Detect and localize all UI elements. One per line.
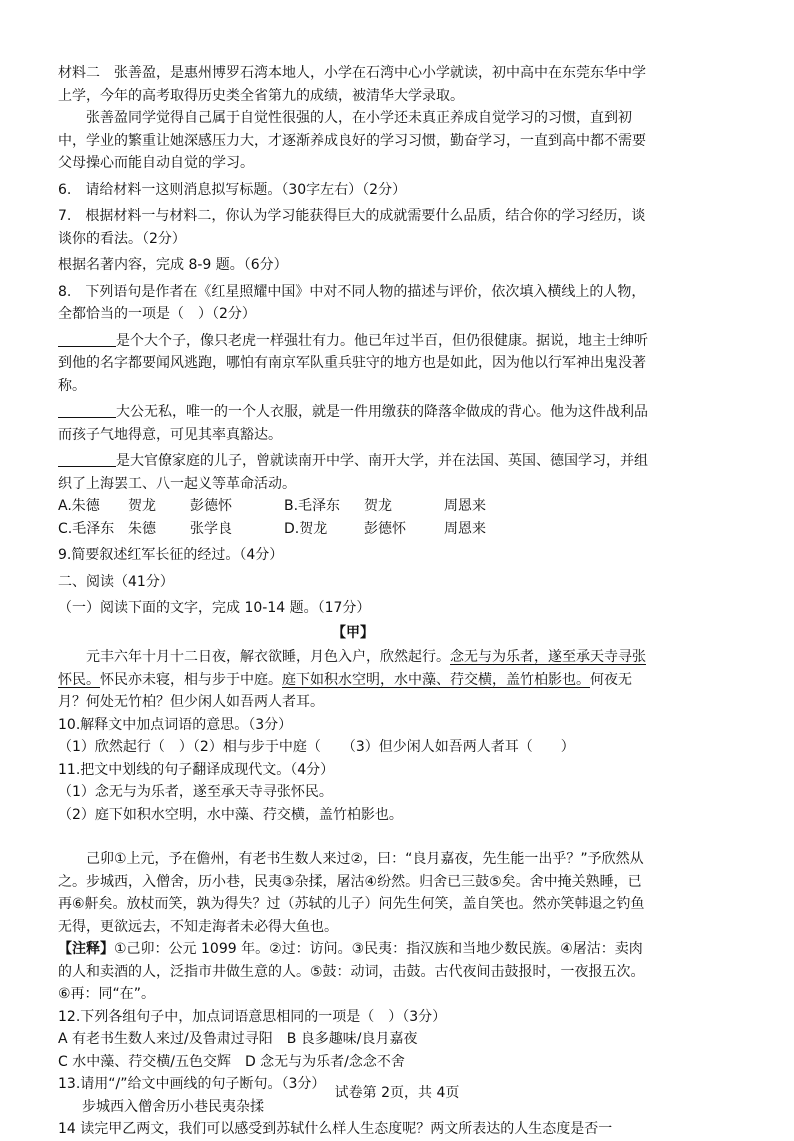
passage-jia-title: 【甲】 xyxy=(332,624,374,641)
passage-jia xyxy=(58,646,648,714)
question-12-options-cd: C 水中藻、荇交横/五色交辉 D 念无与为乐者/念念不舍 xyxy=(58,1053,405,1070)
jia-text-1: 元丰六年十月十二日夜，解衣欲睡，月色入户，欣然起行。 xyxy=(86,649,450,665)
material2-paragraph-1: 材料二 张善盈，是惠州博罗石湾本地人，小学在石湾中心小学就读，初中高中在东莞东华中学上学，今年的高考取得历史类全省第九的成绩，被清华大学录取。 xyxy=(58,65,646,104)
annotation-label: 【注释】 xyxy=(58,941,114,957)
option-text: 周恩来 xyxy=(444,498,486,514)
question-6: 6. 请给材料一这则消息拟写标题。（30字左右）（2分） xyxy=(58,181,407,198)
question-8-options-ab xyxy=(58,495,648,518)
question-11-item-2: （2）庭下如积水空明，水中藻、荇交横，盖竹柏影也。 xyxy=(58,806,403,823)
jia-text-2: 怀民亦未寝，相与步于中庭。 xyxy=(100,671,282,688)
jia-text-3: 何夜无月？何处无竹柏？但少闲人如吾两人者耳。 xyxy=(58,671,632,710)
passage-yi: 己卯①上元，予在儋州，有老书生数人来过②，曰：“良月嘉夜，先生能一出乎？”予欣然从之。步城西，入僧舍，历小巷，民夷③杂揉，屠沽④纷然。归舍已三鼓⑤矣。舍中掩关熟睡，已再⑥鼾矣。放杖而笑，孰为得失？过（苏轼的儿子）问先生何笑，盖自笑也。然亦笑韩退之钓鱼无得，更欲远去，不知走海者未必得大鱼也。 xyxy=(58,851,645,935)
option-text: 彭德怀 xyxy=(190,498,232,514)
question-7: 7. 根据材料一与材料二，你认为学习能获得巨大的成就需要什么品质，结合你的学习经历，谈谈你的看法。（2分） xyxy=(58,208,646,247)
question-10-items: （1）欣然起行（ ）（2）相与步于中庭（ （3）但少闲人如吾两人者耳（ ） xyxy=(58,739,575,755)
jia-underlined-1: 念无与为乐者，遂至承天寺寻张怀民。 xyxy=(58,649,646,688)
question-14: 14 读完甲乙两文，我们可以感受到苏轼什么样人生态度呢？两文所表达的人生态度是否一 xyxy=(58,1121,613,1137)
option-text: 张学良 xyxy=(190,520,232,537)
question-8-stem: 8. 下列语句是作者在《红星照耀中国》中对不同人物的描述与评价，依次填入横线上的人物，全都恰当的一项是（ ）（2分） xyxy=(58,283,646,322)
question-10: 10.解释文中加点词语的意思。（3分） xyxy=(58,716,293,733)
part-1-heading: （一）阅读下面的文字，完成 10-14 题。（17分） xyxy=(58,600,371,616)
jia-underlined-2: 庭下如积水空明，水中藻、荇交横，盖竹柏影也。 xyxy=(282,671,590,688)
spacer xyxy=(58,826,648,848)
answer-blank[interactable] xyxy=(58,332,116,347)
question-11-item-1: （1）念无与为乐者，遂至承天寺寻张怀民。 xyxy=(58,784,333,800)
annotation-text: ①己卯：公元 1099 年。②过：访问。③民夷：指汉族和当地少数民族。④屠沽：卖肉的人和卖酒的人，泛指市井做生意的人。⑤鼓：动词，击鼓。古代夜间击鼓报时，一夜报五次。⑥再：同“在”。 xyxy=(58,941,645,1002)
answer-blank[interactable] xyxy=(58,403,116,418)
option-text: 贺龙 xyxy=(364,498,392,514)
question-13-sentence: 步城西入僧舍历小巷民夷杂揉 xyxy=(82,1098,264,1115)
question-11: 11.把文中划线的句子翻译成现代文。（4分） xyxy=(58,761,335,778)
question-9: 9.简要叙述红军长征的经过。（4分） xyxy=(58,547,284,563)
sentence-2-text: 大公无私，唯一的一个人衣服，就是一件用缴获的降落伞做成的背心。他为这件战利品而孩子气地得意，可见其率真豁达。 xyxy=(58,404,648,443)
question-8-sentence-1 xyxy=(58,330,648,398)
option-text: 彭德怀 xyxy=(364,520,406,537)
option-text: 周恩来 xyxy=(444,520,486,537)
option-text: 朱德 xyxy=(128,520,156,537)
question-12-options-ab: A 有老书生数人来过/及鲁肃过寻阳 B 良多趣味/良月嘉夜 xyxy=(58,1031,418,1047)
section-2-heading: 二、阅读（41分） xyxy=(58,573,174,590)
question-8-sentence-2 xyxy=(58,401,648,446)
question-12: 12.下列各组句子中，加点词语意思相同的一项是（ ）（3分） xyxy=(58,1008,447,1025)
question-13: 13.请用“/”给文中画线的句子断句。（3分） xyxy=(58,1076,326,1092)
option-text: A.朱德 xyxy=(58,498,100,514)
material2-paragraph-2: 张善盈同学觉得自己属于自觉性很强的人，在小学还未真正养成自觉学习的习惯，直到初中，学业的繁重让她深感压力大，才逐渐养成良好的学习习惯，勤奋学习，一直到高中都不需要父母操心而能自动自觉的学习。 xyxy=(58,110,646,171)
annotation xyxy=(58,938,648,1006)
exam-page xyxy=(58,62,648,1141)
option-text: C.毛泽东 xyxy=(58,520,115,537)
page-footer: 试卷第 2页，共 4页 xyxy=(334,1085,460,1101)
question-8-sentence-3 xyxy=(58,450,648,495)
option-text: D.贺龙 xyxy=(284,520,328,537)
option-text: B.毛泽东 xyxy=(284,498,341,514)
question-8-options-cd xyxy=(58,518,648,541)
classic-intro: 根据名著内容，完成 8-9 题。（6分） xyxy=(58,257,288,273)
option-text: 贺龙 xyxy=(128,498,156,514)
answer-blank[interactable] xyxy=(58,452,116,467)
sentence-1-text: 是个大个子，像只老虎一样强壮有力。他已年过半百，但仍很健康。据说，地主士绅听到他的名字都要闻风逃跑，哪怕有南京军队重兵驻守的地方也是如此，因为他以行军神出鬼没著称。 xyxy=(58,332,648,394)
sentence-3-text: 是大官僚家庭的儿子，曾就读南开中学、南开大学，并在法国、英国、德国学习，并组织了上海罢工、八一起义等革命活动。 xyxy=(58,453,648,492)
